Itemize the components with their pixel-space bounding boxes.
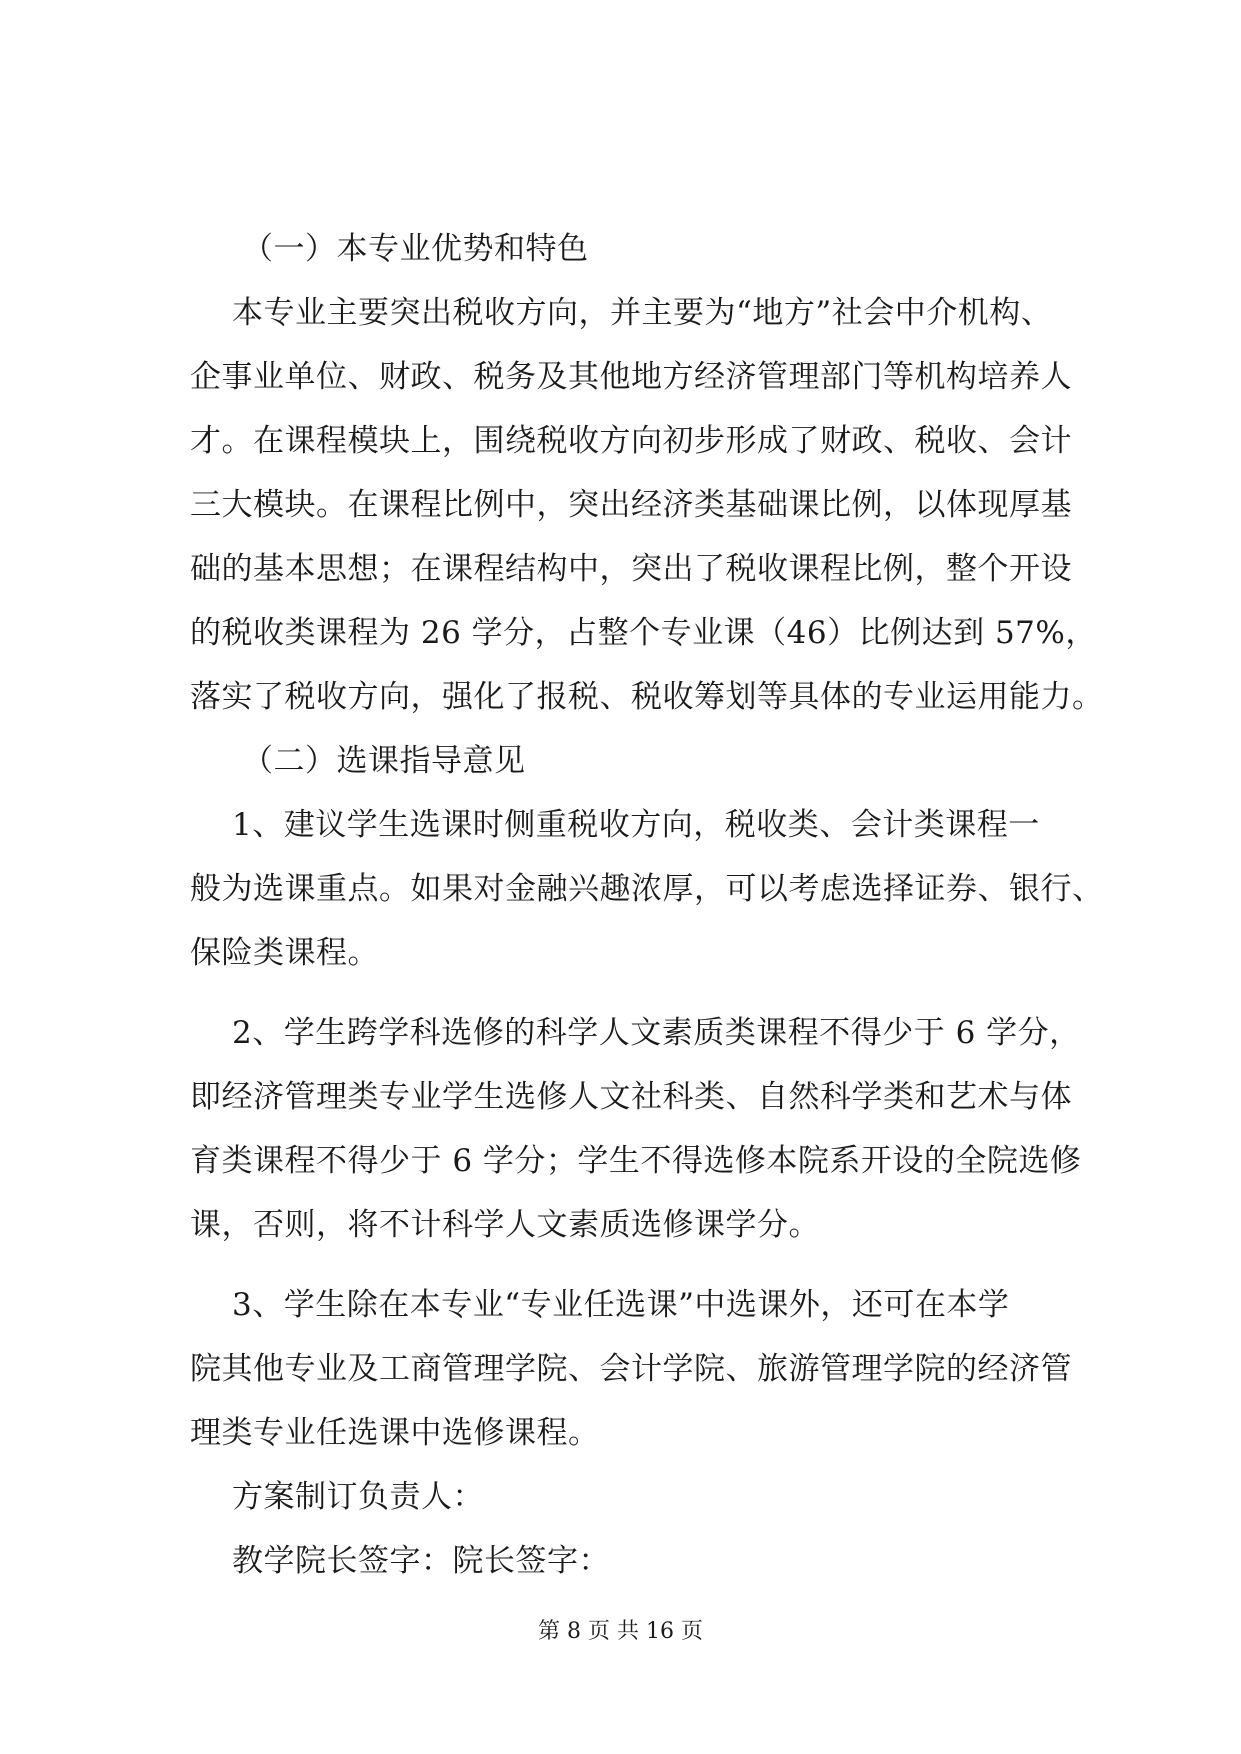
paragraph-item-3 — [190, 1285, 1094, 1477]
paragraph-item-1 — [190, 805, 1104, 997]
text-line: 3、学生除在本专业“专业任选课”中选课外，还可在本学 — [232, 1287, 1010, 1323]
paragraph-advantages — [190, 293, 1104, 741]
text-line: 企事业单位、财政、税务及其他地方经济管理部门等机构培养人 — [190, 359, 1072, 395]
text-line: 落实了税收方向，强化了报税、税收筹划等具体的专业运用能力。 — [190, 679, 1104, 715]
text-line: 的税收类课程为 26 学分，占整个专业课（46）比例达到 57%， — [190, 615, 1097, 651]
section-heading-1: （一）本专业优势和特色 — [242, 231, 589, 267]
text-line: 即经济管理类专业学生选修人文社科类、自然科学类和艺术与体 — [190, 1079, 1072, 1115]
text-line: 保险类课程。 — [190, 935, 379, 971]
paragraph-item-2 — [190, 1013, 1094, 1269]
text-line: 般为选课重点。如果对金融兴趣浓厚，可以考虑选择证券、银行、 — [190, 871, 1104, 907]
text-line: 1、建议学生选课时侧重税收方向，税收类、会计类课程一 — [232, 807, 1040, 843]
text-line: 育类课程不得少于 6 学分；学生不得选修本院系开设的全院选修 — [190, 1143, 1082, 1179]
text-line: 理类专业任选课中选修课程。 — [190, 1415, 600, 1451]
text-line: 院其他专业及工商管理学院、会计学院、旅游管理学院的经济管 — [190, 1351, 1072, 1387]
text-line: 础的基本思想；在课程结构中，突出了税收课程比例，整个开设 — [190, 551, 1072, 587]
page-number-footer: 第 8 页 共 16 页 — [538, 1619, 703, 1644]
text-line: 课，否则，将不计科学人文素质选修课学分。 — [190, 1207, 820, 1243]
plan-responsible-label: 方案制订负责人： — [232, 1479, 484, 1515]
text-line: 才。在课程模块上，围绕税收方向初步形成了财政、税收、会计 — [190, 423, 1072, 459]
document-body — [190, 229, 1104, 1605]
text-line: 2、学生跨学科选修的科学人文素质类课程不得少于 6 学分， — [232, 1015, 1081, 1051]
text-line: 三大模块。在课程比例中，突出经济类基础课比例，以体现厚基 — [190, 487, 1072, 523]
section-heading-2: （二）选课指导意见 — [242, 743, 526, 779]
text-line: 本专业主要突出税收方向，并主要为“地方”社会中介机构、 — [232, 295, 1053, 331]
signature-label: 教学院长签字：院长签字： — [232, 1543, 610, 1579]
